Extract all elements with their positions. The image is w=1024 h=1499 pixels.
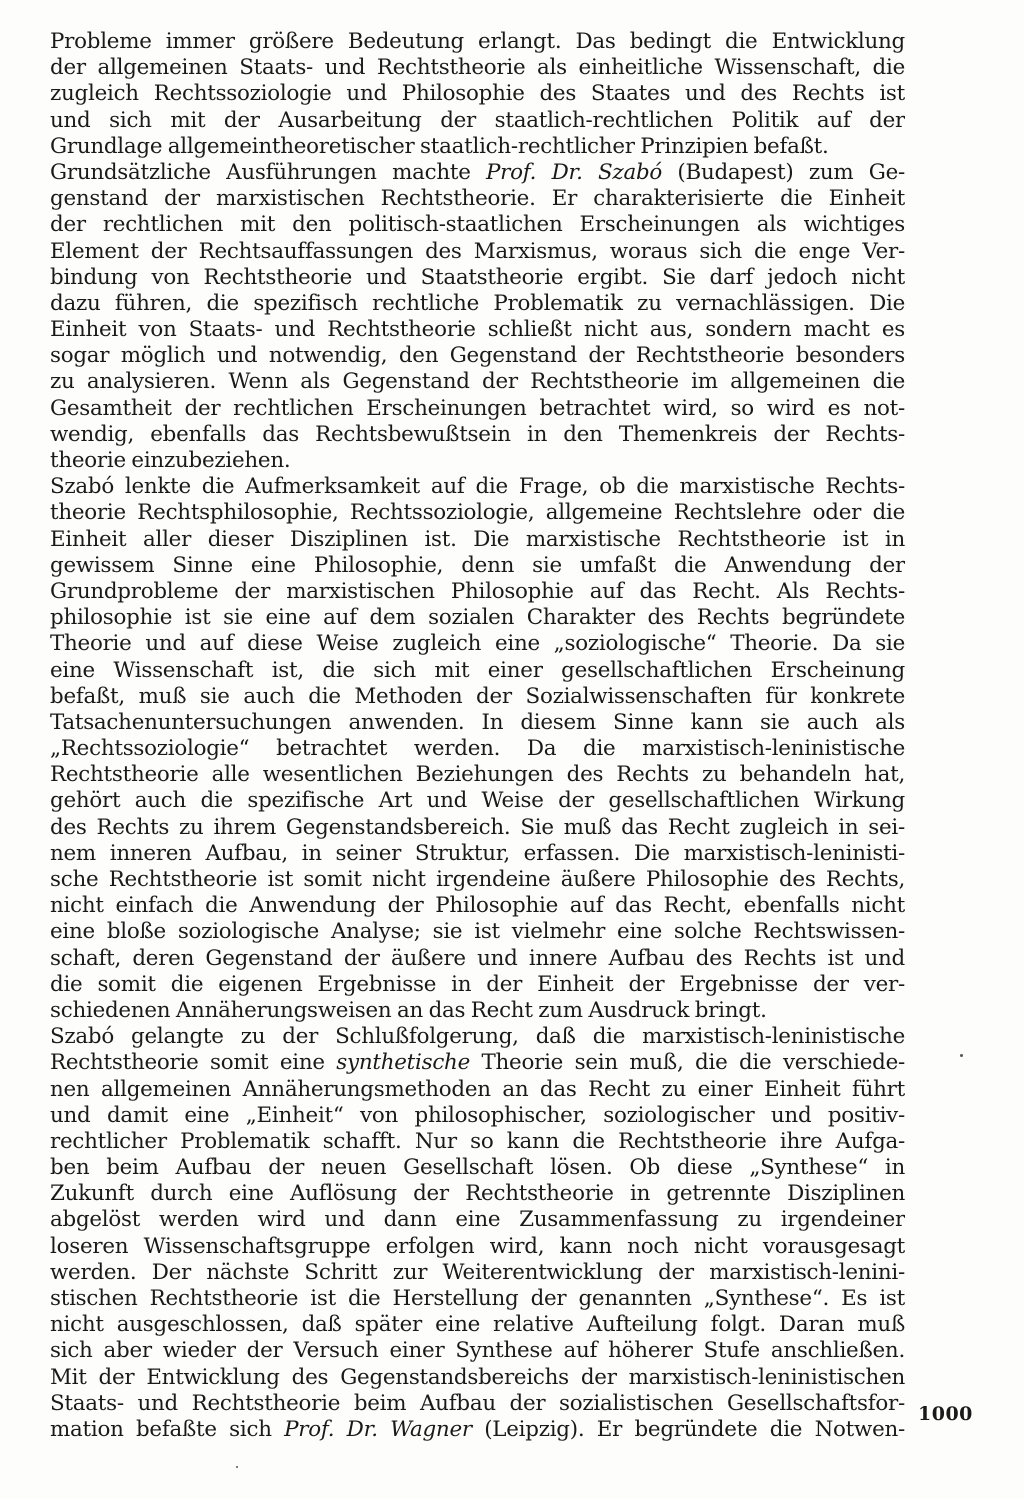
text-line (50, 1103, 905, 1129)
text-segment: gewissem Sinne eine Philosophie, denn sie umfaßt die Anwendung der (50, 552, 905, 578)
text-line (50, 1207, 905, 1233)
text-line (50, 1155, 905, 1181)
text-line (50, 81, 905, 107)
text-segment: Zukunft durch eine Auflösung der Rechtstheorie in getrennte Disziplinen (50, 1181, 905, 1207)
text-segment: der allgemeinen Staats- und Rechtstheorie als einheitliche Wissenschaft, die (50, 55, 905, 81)
text-line (50, 736, 905, 762)
text-line (50, 553, 905, 579)
text-line (50, 631, 905, 657)
text-segment: Staats- und Rechtstheorie beim Aufbau der sozialistischen Gesellschaftsfor- (50, 1390, 905, 1416)
text-line (50, 1181, 905, 1207)
italic-name: Prof. Dr. Szabó (486, 159, 663, 185)
text-line (50, 684, 905, 710)
margin-speck (236, 1466, 238, 1468)
text-line (50, 1260, 905, 1286)
text-line (50, 1050, 905, 1076)
text-segment: sche Rechtstheorie ist somit nicht irgendeine äußere Philosophie des Rechts, (50, 867, 905, 892)
text-segment: philosophie ist sie eine auf dem sozialen Charakter des Rechts begründete (50, 605, 905, 631)
text-line (50, 658, 905, 684)
text-segment: Theorie sein muß, die die verschiede- (470, 1050, 905, 1076)
text-line (50, 474, 905, 500)
text-line (50, 762, 905, 788)
text-segment: Tatsachenuntersuchungen anwenden. In diesem Sinne kann sie auch als (50, 709, 905, 735)
text-line (50, 160, 905, 186)
text-segment: nen allgemeinen Annäherungsmethoden an das Recht zu einer Einheit führt (50, 1076, 905, 1102)
text-segment: sich aber wieder der Versuch einer Synthese auf höherer Stufe anschließen. (50, 1338, 905, 1364)
text-segment: Rechtstheorie somit eine (50, 1050, 337, 1076)
text-segment: ben beim Aufbau der neuen Gesellschaft lösen. Ob diese „Synthese“ in (50, 1155, 905, 1181)
text-segment: sogar möglich und notwendig, den Gegenstand der Rechtstheorie besonders (50, 343, 905, 369)
text-segment: rechtlicher Problematik schafft. Nur so kann die Rechtstheorie ihre Aufga- (50, 1128, 905, 1154)
text-line (50, 396, 905, 422)
text-line (50, 291, 905, 317)
text-line (50, 946, 905, 972)
text-segment: der rechtlichen mit den politisch-staatlichen Erscheinungen als wichtiges (50, 212, 905, 238)
text-line (50, 134, 905, 160)
text-segment: eine Wissenschaft ist, die sich mit einer gesellschaftlichen Erscheinung (50, 657, 905, 683)
text-segment: Grundprobleme der marxistischen Philosophie auf das Recht. Als Rechts- (50, 578, 905, 604)
text-segment: zu analysieren. Wenn als Gegenstand der Rechtstheorie im allgemeinen die (50, 369, 905, 395)
text-segment: theorie Rechtsphilosophie, Rechtssoziologie, allgemeine Rechtslehre oder die (50, 500, 905, 526)
text-segment: nicht einfach die Anwendung der Philosophie auf das Recht, ebenfalls nicht (50, 893, 905, 919)
text-line (50, 108, 905, 134)
text-segment: nicht ausgeschlossen, daß später eine relative Aufteilung folgt. Daran muß (50, 1312, 905, 1338)
text-line (50, 55, 905, 81)
text-line (50, 972, 905, 998)
text-line (50, 186, 905, 212)
text-segment: gehört auch die spezifische Art und Weise der gesellschaftlichen Wirkung (50, 788, 905, 814)
body-text (50, 29, 905, 1443)
text-segment: des Rechts zu ihrem Gegenstandsbereich. Sie muß das Recht zugleich in sei- (50, 814, 905, 840)
text-segment: genstand der marxistischen Rechtstheorie. Er charakterisierte die Einheit (50, 186, 905, 212)
text-line (50, 1234, 905, 1260)
text-segment: die somit die eigenen Ergebnisse in der Einheit der Ergebnisse der ver- (50, 971, 905, 997)
text-segment: dazu führen, die spezifisch rechtliche Problematik zu vernachlässigen. Die (50, 290, 905, 316)
text-line (50, 579, 905, 605)
text-segment: Grundlage allgemeintheoretischer staatlich-rechtlicher Prinzipien befaßt. (50, 133, 829, 159)
text-segment: eine bloße soziologische Analyse; sie ist vielmehr eine solche Rechtswissen- (50, 919, 905, 945)
text-line (50, 710, 905, 736)
text-segment: Grundsätzliche Ausführungen machte (50, 159, 486, 185)
text-segment: Einheit aller dieser Disziplinen ist. Die marxistische Rechtstheorie ist in (50, 526, 905, 552)
margin-speck (960, 1054, 963, 1057)
text-segment: theorie einzubeziehen. (50, 448, 291, 473)
text-line (50, 448, 905, 474)
text-segment: Element der Rechtsauffassungen des Marxismus, woraus sich die enge Ver- (50, 238, 905, 264)
text-line (50, 919, 905, 945)
text-line (50, 1391, 905, 1417)
text-segment: Rechtstheorie alle wesentlichen Beziehungen des Rechts zu behandeln hat, (50, 762, 905, 788)
text-line (50, 1417, 905, 1443)
text-line (50, 1286, 905, 1312)
page-number: 1000 (918, 1403, 973, 1425)
text-segment: mation befaßte sich (50, 1416, 285, 1442)
text-segment: Mit der Entwicklung des Gegenstandsbereichs der marxistisch-leninistischen (50, 1364, 905, 1390)
text-line (50, 239, 905, 265)
italic-name: synthetische (336, 1050, 470, 1076)
text-line (50, 1024, 905, 1050)
text-segment: werden. Der nächste Schritt zur Weiterentwicklung der marxistisch-lenini- (50, 1259, 905, 1285)
text-line (50, 1365, 905, 1391)
text-segment: schiedenen Annäherungsweisen an das Recht zum Ausdruck bringt. (50, 997, 767, 1023)
text-segment: abgelöst werden wird und dann eine Zusammenfassung zu irgendeiner (50, 1207, 905, 1233)
text-line (50, 527, 905, 553)
text-segment: stischen Rechtstheorie ist die Herstellung der genannten „Synthese“. Es ist (50, 1286, 905, 1311)
text-segment: nem inneren Aufbau, in seiner Struktur, erfassen. Die marxistisch-leninisti- (50, 840, 905, 866)
text-segment: Einheit von Staats- und Rechtstheorie schließt nicht aus, sondern macht es (50, 317, 905, 343)
text-segment: Szabó lenkte die Aufmerksamkeit auf die Frage, ob die marxistische Rechts- (50, 474, 905, 500)
text-line (50, 343, 905, 369)
text-line (50, 815, 905, 841)
text-segment: bindung von Rechtstheorie und Staatstheorie ergibt. Sie darf jedoch nicht (50, 264, 905, 290)
text-line (50, 1077, 905, 1103)
text-segment: (Budapest) zum Ge- (662, 159, 905, 185)
text-segment: Theorie und auf diese Weise zugleich eine „soziologische“ Theorie. Da sie (50, 631, 905, 657)
text-line (50, 212, 905, 238)
text-line (50, 867, 905, 893)
text-line (50, 1338, 905, 1364)
text-line (50, 369, 905, 395)
text-line (50, 893, 905, 919)
text-line (50, 1312, 905, 1338)
text-segment: und sich mit der Ausarbeitung der staatlich-rechtlichen Politik auf der (50, 107, 905, 133)
text-segment: „Rechtssoziologie“ betrachtet werden. Da die marxistisch-leninistische (50, 736, 905, 762)
text-line (50, 841, 905, 867)
text-line (50, 1129, 905, 1155)
text-segment: Szabó gelangte zu der Schlußfolgerung, daß die marxistisch-leninistische (50, 1024, 905, 1050)
text-line (50, 29, 905, 55)
text-segment: und damit eine „Einheit“ von philosophischer, soziologischer und positiv- (50, 1102, 905, 1128)
italic-name: Prof. Dr. Wagner (284, 1416, 472, 1442)
text-segment: Gesamtheit der rechtlichen Erscheinungen betrachtet wird, so wird es not- (50, 395, 905, 421)
text-segment: zugleich Rechtssoziologie und Philosophie des Staates und des Rechts ist (50, 81, 905, 107)
text-line (50, 605, 905, 631)
text-segment: loseren Wissenschaftsgruppe erfolgen wird, kann noch nicht vorausgesagt (50, 1233, 905, 1259)
text-segment: schaft, deren Gegenstand der äußere und innere Aufbau des Rechts ist und (50, 945, 905, 971)
text-segment: Probleme immer größere Bedeutung erlangt. Das bedingt die Entwicklung (50, 29, 905, 54)
text-line (50, 317, 905, 343)
text-line (50, 500, 905, 526)
text-line (50, 265, 905, 291)
text-segment: wendig, ebenfalls das Rechtsbewußtsein in den Themenkreis der Rechts- (50, 421, 905, 447)
text-segment: befaßt, muß sie auch die Methoden der Sozialwissenschaften für konkrete (50, 683, 905, 709)
text-line (50, 998, 905, 1024)
text-segment: (Leipzig). Er begründete die Notwen- (471, 1416, 905, 1442)
text-line (50, 422, 905, 448)
text-line (50, 788, 905, 814)
